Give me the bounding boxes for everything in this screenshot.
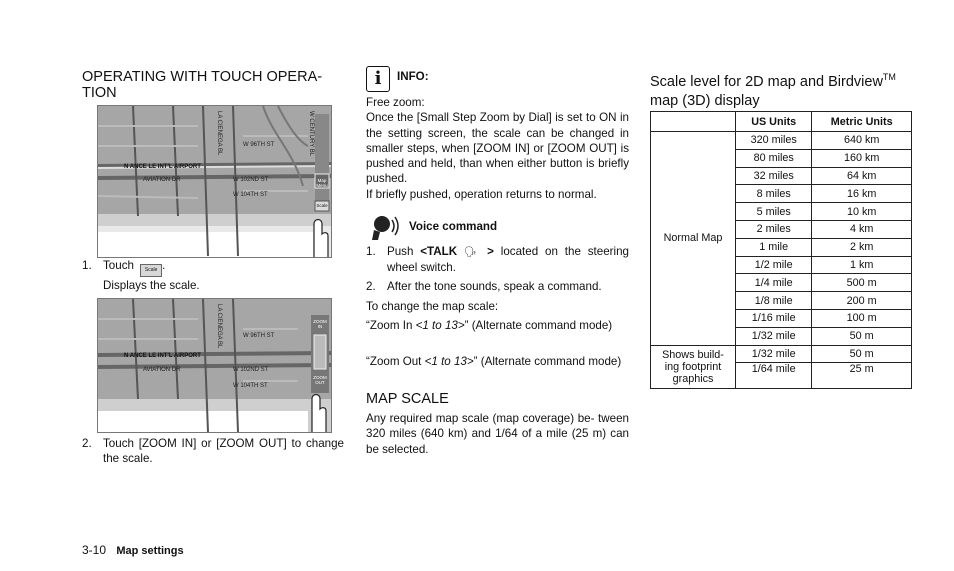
road-label: LA CIENEGA BL xyxy=(216,111,222,156)
page-footer xyxy=(82,543,184,557)
road-label: W 102ND ST xyxy=(233,177,269,183)
scale-button[interactable]: Scale xyxy=(316,203,328,208)
table-row xyxy=(651,132,912,150)
us-unit-cell: 1/64 mile xyxy=(736,363,812,389)
road-label: W 96TH ST xyxy=(243,142,275,148)
table-corner-cell xyxy=(651,112,736,132)
metric-unit-cell: 25 m xyxy=(812,363,912,389)
step-2: 2. Touch [ZOOM IN] or [ZOOM OUT] to change the scale. xyxy=(82,437,344,466)
road-label: AVIATION DR xyxy=(143,177,181,183)
voice-command-label: Voice command xyxy=(409,220,498,233)
metric-unit-cell: 50 m xyxy=(812,327,912,345)
map-screenshot-zoom xyxy=(97,298,332,433)
metric-unit-cell: 1 km xyxy=(812,256,912,274)
table-header-row xyxy=(651,112,912,132)
footer-section-title: Map settings xyxy=(116,545,184,557)
road-label: N ANCE LE INT'L AIRPORT xyxy=(124,353,201,359)
map-scale-text: Any required map scale (map coverage) be- tween 320 miles (640 km) and 1/64 of a mile (25 m) can be selected. xyxy=(366,412,629,456)
metric-unit-cell: 160 km xyxy=(812,149,912,167)
info-label: INFO: xyxy=(397,70,429,83)
group-label-normal-map: Normal Map xyxy=(651,132,736,346)
page-number: 3-10 xyxy=(82,543,107,557)
road-label: LA CIENEGA BL xyxy=(216,304,222,349)
road-label: W CENTURY BL xyxy=(308,111,314,157)
us-unit-cell: 1/4 mile xyxy=(736,274,812,292)
voice-command-block xyxy=(370,214,630,240)
scale-key-icon: Scale xyxy=(140,264,162,277)
metric-unit-cell: 64 km xyxy=(812,167,912,185)
step-1-result: Displays the scale. xyxy=(103,279,200,292)
us-unit-cell: 2 miles xyxy=(736,220,812,238)
metric-unit-cell: 500 m xyxy=(812,274,912,292)
column-header-us-units: US Units xyxy=(736,112,812,132)
scale-level-heading: Scale level for 2D map and Birdview™ map (3D) display xyxy=(650,72,896,109)
column-header-metric-units: Metric Units xyxy=(812,112,912,132)
us-unit-cell: 1 mile xyxy=(736,238,812,256)
voice-step-1: 1. Push <TALK 🗣 > located on the steering wheel switch. xyxy=(366,245,629,275)
us-unit-cell: 1/8 mile xyxy=(736,292,812,310)
voice-zoom-out-command: “Zoom Out <1 to 13>” (Alternate command mode) xyxy=(366,355,622,368)
metric-unit-cell: 200 m xyxy=(812,292,912,310)
table-row xyxy=(651,345,912,363)
metric-unit-cell: 16 km xyxy=(812,185,912,203)
us-unit-cell: 80 miles xyxy=(736,149,812,167)
map-scale-heading: MAP SCALE xyxy=(366,391,449,407)
zoom-in-button[interactable]: ZOOM IN xyxy=(313,319,327,329)
us-unit-cell: 32 miles xyxy=(736,167,812,185)
info-paragraph: Once the [Small Step Zoom by Dial] is set to ON in the setting screen, the scale can be changed in smaller steps, when [ZOOM IN] or [ZOOM OUT] is pushed and held, than when either button is briefly pushed. xyxy=(366,111,629,186)
step-1: 1. Touch Scale . xyxy=(82,258,344,277)
finger-touch-icon xyxy=(304,381,330,433)
map-illustration xyxy=(98,106,331,257)
voice-step-2: 2. After the tone sounds, speak a command. xyxy=(366,280,602,293)
scale-level-table xyxy=(650,111,912,389)
us-unit-cell: 1/16 mile xyxy=(736,309,812,327)
zoom-out-button[interactable]: ZOOM OUT xyxy=(313,375,327,385)
us-unit-cell: 8 miles xyxy=(736,185,812,203)
road-label: W 102ND ST xyxy=(233,367,269,373)
info-paragraph: If briefly pushed, operation returns to normal. xyxy=(366,187,597,201)
voice-command-icon xyxy=(370,214,402,240)
finger-touch-icon xyxy=(306,206,332,258)
info-icon: i xyxy=(366,66,390,92)
talk-switch-icon: 🗣 xyxy=(463,247,481,258)
us-unit-cell: 5 miles xyxy=(736,203,812,221)
road-label: W 104TH ST xyxy=(233,383,268,389)
us-unit-cell: 320 miles xyxy=(736,132,812,150)
road-label: W 96TH ST xyxy=(243,333,275,339)
us-unit-cell: 1/32 mile xyxy=(736,345,812,363)
map-illustration xyxy=(98,299,331,432)
us-unit-cell: 1/2 mile xyxy=(736,256,812,274)
voice-zoom-in-command: “Zoom In <1 to 13>” (Alternate command mode) xyxy=(366,319,613,332)
map-screenshot-scale xyxy=(97,105,332,258)
group-label-building-footprint: Shows build- ing footprint graphics xyxy=(651,345,736,389)
metric-unit-cell: 2 km xyxy=(812,238,912,256)
us-unit-cell: 1/32 mile xyxy=(736,327,812,345)
voice-change-scale-text: To change the map scale: xyxy=(366,300,499,313)
metric-unit-cell: 640 km xyxy=(812,132,912,150)
map-menu-button[interactable]: Map Menu xyxy=(316,178,328,188)
metric-unit-cell: 10 km xyxy=(812,203,912,221)
metric-unit-cell: 4 km xyxy=(812,220,912,238)
section-heading-touch-operation: OPERATING WITH TOUCH OPERA- TION xyxy=(82,69,323,101)
info-text xyxy=(366,95,629,202)
road-label: AVIATION DR xyxy=(143,367,181,373)
metric-unit-cell: 100 m xyxy=(812,309,912,327)
road-label: W 104TH ST xyxy=(233,192,268,198)
info-paragraph: Free zoom: xyxy=(366,96,425,109)
metric-unit-cell: 50 m xyxy=(812,345,912,363)
road-label: N ANCE LE INT'L AIRPORT xyxy=(124,164,201,170)
